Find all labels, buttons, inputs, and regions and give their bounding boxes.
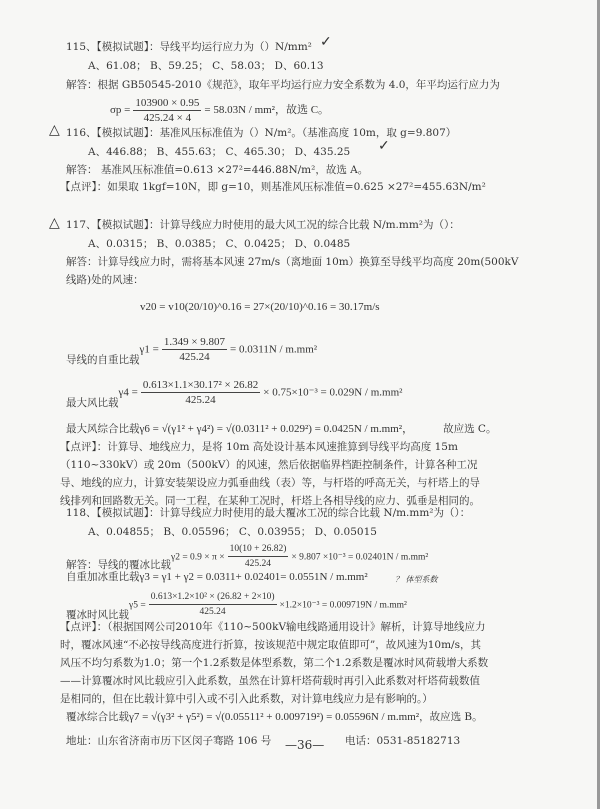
q117-answer-line2: 线路)处的风速： [66,274,144,286]
v20-formula: v20 = v10(20/10)^0.16 = 27×(20/10)^0.16 = 30.17m/s [140,301,380,313]
q116-comment: 【点评】：如果取 1kgf=10N，即 g=10，则基准风压标准值=0.625 ×27²=455.63N/m² [60,181,486,193]
g1-formula: 导线的自重比载γ1 = $\frac{1.349 \times 9.807}{425.24}$ = 0.0311N / m.mm² [66,336,318,366]
g5-formula: 覆冰时风比载γ5 = $\frac{\text{0.613×1.2×10² × (26.82 + 2×10)}}{425.24}$ ×1.2×10⁻³ = 0.009719N / m.mm² [66,592,407,621]
q115-options: A、61.08； B、59.25； C、58.03； D、60.13 [88,60,324,72]
g4-formula: 最大风比载γ4 = $\frac{\text{0.613×1.1×30.17² × 26.82}}{425.24}$ × 0.75×10⁻³ = 0.029N / m.mm² [66,379,403,409]
check-mark-icon: ✓ [320,34,332,50]
q116-options: A、446.88； B、455.63； C、465.30； D、435.25 [88,146,351,158]
g3-formula: 自重加冰重比载γ3 = γ1 + γ2 = 0.0311+ 0.02401= 0.0551N / m.mm² [66,571,368,583]
page-number: —36— [285,738,325,752]
q117-options: A、0.0315； B、0.0385； C、0.0425； D、0.0485 [88,238,351,250]
q115-formula: σp = $\frac{103900 \times 0.95}{425.24 \times 4}$ = 58.03N / mm²，故选 C。 [110,97,330,124]
q117-title: 117、【模拟试题】：计算导线应力时使用的最大风工况的综合比载 N/m.mm²为（）： [66,219,460,231]
footer-phone: 电话：0531-85182713 [345,735,461,747]
handwritten-note: ？ 体型系数 [395,575,438,584]
g7-formula: 覆冰综合比载γ7 = √(γ3² + γ5²) = √(0.05511² + 0.009719²) = 0.05596N / m.mm²，故应选 B。 [66,711,483,723]
q117-answer-line1: 解答：计算导线应力时，需将基本风速 27m/s（离地面 10m）换算至导线平均高度 20m(500kV [66,256,519,268]
q117-comment: 【点评】：计算导、地线应力，是将 10m 高处设计基本风速推算到导线平均高度 15m（110~330kV）或 20m（500kV）的风速，然后依据临界档距控制条件，计算各种工况导、地线的应力，计算安装架设应力弧垂曲线（表）等，与杆塔的呼高无关，与杆塔上的导线排列和回路数无关。同一工程，在某种工况时，杆塔上各相导线的应力、弧垂是相同的。 [60,441,480,507]
q118-title: 118、【模拟试题】：计算导线应力时使用的最大覆冰工况的综合比载 N/m.mm²为（）： [66,507,471,519]
footer-address: 地址：山东省济南市历下区闵子骞路 106 号 [66,735,272,747]
triangle-mark-icon: △ [49,215,60,231]
triangle-mark-icon: △ [49,122,60,138]
g2-formula: 解答：导线的覆冰比载γ2 = 0.9 × π × $\frac{10(10 + 26.82)}{425.24}$ × 9.807 ×10⁻³ = 0.02401N / m.mm² [66,544,429,571]
check-mark-icon: ✓ [378,138,390,154]
g6-formula: 最大风综合比载γ6 = √(γ1² + γ4²) = √(0.0311² + 0.029²) = 0.0425N / m.mm²， 故应选 C。 [66,423,497,435]
q118-comment: 【点评】：（根据国网公司2010年《110~500kV输电线路通用设计》解析，计算导地线应力时，覆冰风速“不必按导线高度进行折算，按该规范中规定取值即可”，故风速为10m/s，其风压不均匀系数为1.0；第一个1.2系数是体型系数，第二个1.2系数是覆冰时风荷载增大系数——计算覆冰时风比载应引入此系数，虽然在计算杆塔荷载时再引入此系数对杆塔荷载数值是相同的，但在比载计算中引入或不引入此系数，对计算电线应力是有影响的。） [60,621,489,705]
q115-answer: 解答：根据 GB50545-2010《规范》，取年平均运行应力安全系数为 4.0，年平均运行应力为 [66,79,500,91]
q116-title: 116、【模拟试题】：基准风压标准值为（）N/m²。（基准高度 10m，取 g=9.807） [66,127,457,139]
q115-title: 115、【模拟试题】：导线平均运行应力为（）N/mm² [66,41,312,53]
q118-options: A、0.04855； B、0.05596； C、0.03955； D、0.05015 [88,526,377,538]
q116-answer: 解答： 基准风压标准值=0.613 ×27²=446.88N/m²，故选 A。 [66,164,369,176]
